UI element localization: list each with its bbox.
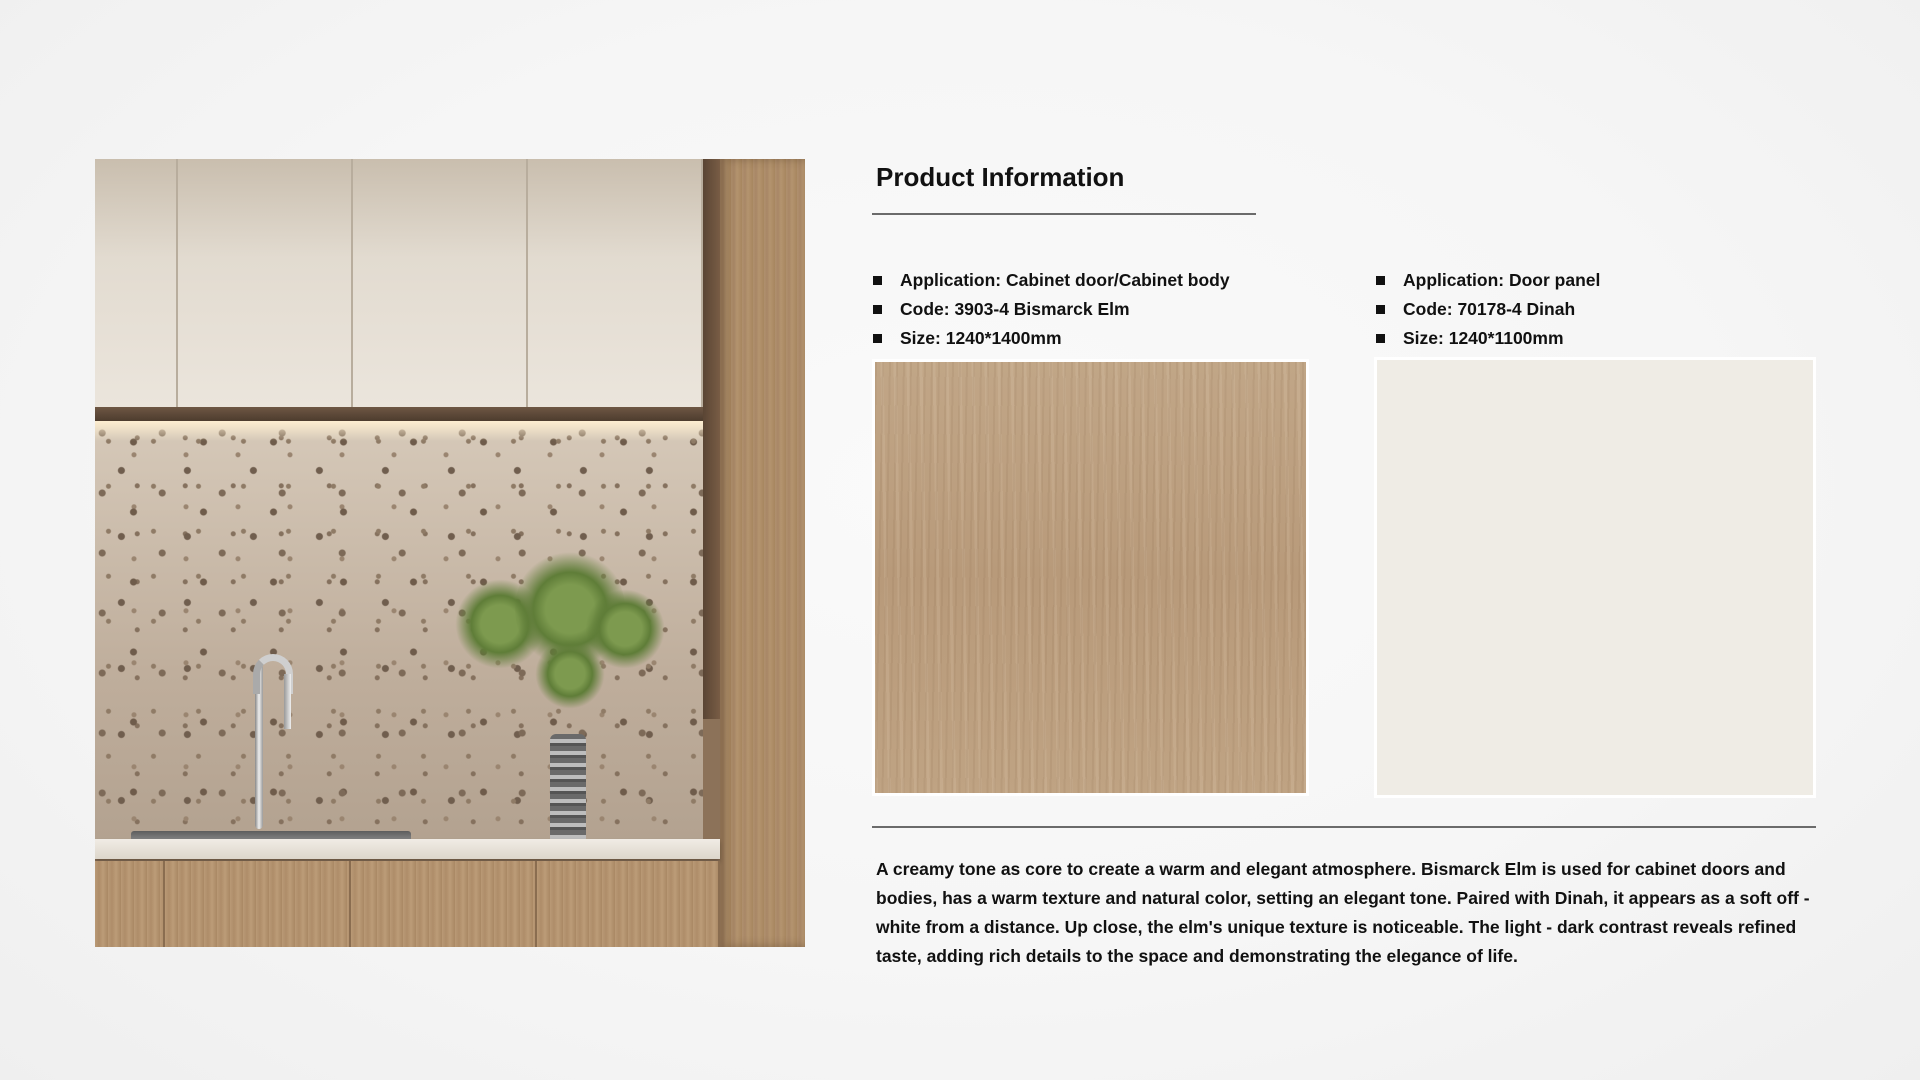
upper-cabinet-door bbox=[178, 159, 353, 407]
product-spec-list-bismarck-elm bbox=[873, 266, 1230, 353]
upper-cabinet-base bbox=[95, 407, 703, 421]
dinah-swatch bbox=[1374, 357, 1816, 798]
title-divider bbox=[872, 213, 1256, 215]
kitchen-interior-photo bbox=[95, 159, 805, 947]
upper-cabinets bbox=[95, 159, 703, 407]
spec-application: Application: Door panel bbox=[1376, 266, 1600, 295]
led-strip-light bbox=[95, 421, 703, 441]
product-description: A creamy tone as core to create a warm and elegant atmosphere. Bismarck Elm is used for cabinet doors and bodies, has a warm texture and natural color, setting an elegant tone. Paired with Dinah, it appears as a soft off - white from a distance. Up close, the elm's unique texture is noticeable. The light - dark contrast reveals refined taste, adding rich details to the space and demonstrating the elegance of life. bbox=[876, 859, 1810, 966]
niche-side-wall bbox=[703, 159, 721, 719]
faucet-spout bbox=[284, 674, 291, 729]
lower-cabinet-door bbox=[95, 861, 165, 947]
plant-foliage bbox=[535, 639, 605, 709]
upper-cabinet-door bbox=[95, 159, 178, 407]
lower-cabinets bbox=[95, 861, 720, 947]
spec-code: Code: 3903-4 Bismarck Elm bbox=[873, 295, 1230, 324]
spec-size: Size: 1240*1400mm bbox=[873, 324, 1230, 353]
description-divider bbox=[872, 826, 1816, 828]
tall-wood-panel bbox=[720, 159, 805, 947]
metal-vase bbox=[550, 734, 586, 844]
bismarck-elm-swatch bbox=[872, 359, 1309, 796]
page-title: Product Information bbox=[876, 162, 1125, 192]
spec-application: Application: Cabinet door/Cabinet body bbox=[873, 266, 1230, 295]
upper-cabinet-door bbox=[528, 159, 703, 407]
lower-cabinet-door bbox=[351, 861, 537, 947]
product-spec-list-dinah bbox=[1376, 266, 1600, 353]
lower-cabinet-door bbox=[165, 861, 351, 947]
spec-size: Size: 1240*1100mm bbox=[1376, 324, 1600, 353]
lower-cabinet-door bbox=[537, 861, 720, 947]
upper-cabinet-door bbox=[353, 159, 528, 407]
countertop bbox=[95, 839, 720, 859]
spec-code: Code: 70178-4 Dinah bbox=[1376, 295, 1600, 324]
